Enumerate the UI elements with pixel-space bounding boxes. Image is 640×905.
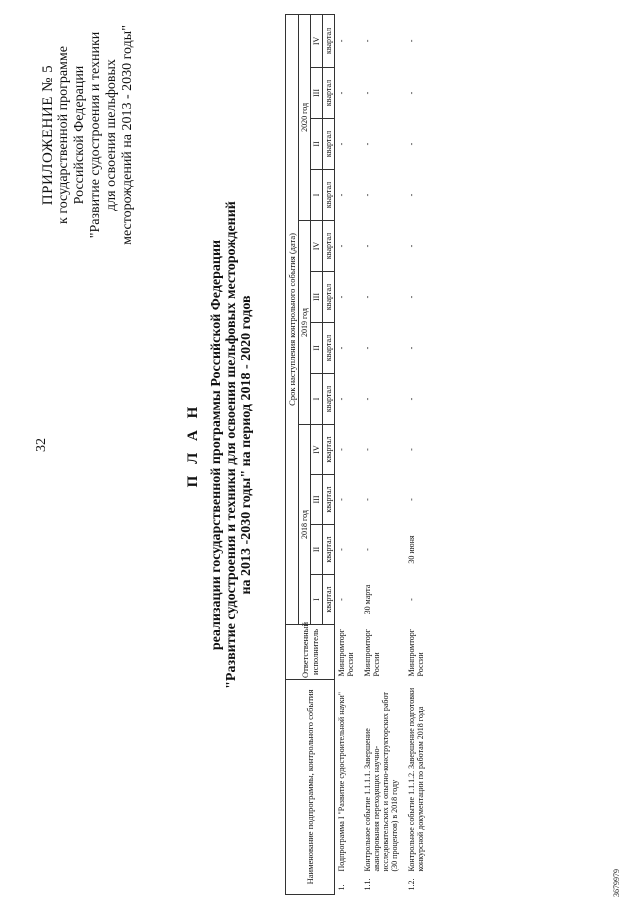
table-row [361,14,405,894]
header-executor: Ответственный исполнитель [286,625,335,680]
plan-title: П Л А Н [185,402,201,488]
quarter-word: квартал [323,14,335,67]
row-cell: - [337,142,346,146]
table-row [405,14,431,894]
quarter-word: квартал [323,475,335,525]
heading-line: реализации государственной программы Российской Федерации [209,239,224,651]
quarter-word: квартал [323,68,335,119]
header-year-2020: 2020 год [299,14,311,220]
row-executor: Минпромторг России [337,628,355,677]
quarter-word: квартал [323,374,335,425]
row-number: 1.1. [363,878,372,891]
quarter-word: квартал [323,170,335,221]
heading-line: на 2013 -2030 годы" на период 2018 - 2020 годов [239,295,254,595]
row-cell: 30 марта [363,584,372,615]
row-cell: - [407,91,416,95]
header-year-2019: 2019 год [299,221,311,425]
row-cell: - [363,91,372,95]
row-cell: - [337,346,346,350]
row-cell: - [407,193,416,197]
appendix-line: к государственной программе [56,46,71,224]
quarter-number: III [311,272,323,323]
row-cell: - [337,548,346,551]
page-number: 32 [34,438,49,452]
quarter-number: I [311,575,323,625]
row-cell: - [337,397,346,401]
quarter-word: квартал [323,425,335,475]
quarter-word: квартал [323,575,335,625]
row-cell: - [363,193,372,197]
row-cell: - [407,397,416,401]
quarter-number: IV [311,425,323,475]
row-cell: - [407,346,416,350]
document-code: 3679979 [612,869,621,897]
row-cell: - [363,397,372,401]
row-cell: - [337,448,346,451]
row-cell: - [363,498,372,501]
row-name: Контрольное событие 1.1.1.1. Завершение авансирования переходящих научно-исследовательских и опытно-конструкторских работ (30 процентов) в 2018 году [363,692,399,872]
quarter-number: II [311,323,323,374]
row-cell: - [337,193,346,197]
plan-heading [186,125,254,765]
row-cell: - [407,598,416,601]
quarter-word: квартал [323,221,335,272]
plan-table [285,14,431,895]
table-row [335,14,362,894]
header-term: Срок наступления контрольного события (дата) [286,14,299,624]
appendix-line: "Развитие судостроения и техники [88,31,103,239]
row-cell: - [407,142,416,146]
quarter-number: I [311,170,323,221]
quarter-word: квартал [323,525,335,575]
row-number: 1. [337,884,346,891]
row-name: Контрольное событие 1.1.1.2. Завершение подготовки конкурсной документации по работам 2018 года [407,687,425,872]
row-cell: - [363,295,372,299]
heading-line: "Развитие судостроения и техники для освоения шельфовых месторождений [224,201,239,689]
appendix-line: Российской Федерации [72,65,87,205]
row-cell: - [407,295,416,299]
quarter-number: IV [311,14,323,67]
row-cell: - [363,448,372,451]
row-cell: - [363,548,372,551]
row-cell: - [363,244,372,248]
row-name: Подпрограмма I "Развитие судостроительной науки" [337,691,346,872]
row-cell: - [337,498,346,501]
row-cell: - [363,39,372,43]
row-cell: - [407,39,416,43]
quarter-number: II [311,119,323,170]
quarter-word: квартал [323,119,335,170]
row-executor: Минпромторг России [363,628,381,677]
row-cell: 30 июня [407,535,416,564]
row-cell: - [363,142,372,146]
row-cell: - [337,295,346,299]
row-cell: - [337,39,346,43]
appendix-line: для освоения шельфовых [104,59,119,211]
row-cell: - [337,598,346,601]
quarter-number: III [311,475,323,525]
quarter-number: IV [311,221,323,272]
quarter-number: I [311,374,323,425]
row-cell: - [407,448,416,451]
quarter-number: II [311,525,323,575]
header-year-2018: 2018 год [299,425,311,625]
row-executor: Минпромторг России [407,628,425,677]
quarter-number: III [311,68,323,119]
quarter-word: квартал [323,323,335,374]
row-number: 1.2. [407,878,416,891]
row-cell: - [337,244,346,248]
row-cell: - [407,244,416,248]
appendix-title: ПРИЛОЖЕНИЕ № 5 [40,64,56,206]
quarter-word: квартал [323,272,335,323]
row-cell: - [363,346,372,350]
appendix-line: месторождений на 2013 - 2030 годы" [120,25,135,245]
row-cell: - [407,498,416,501]
appendix-block [40,10,136,260]
header-name: Наименование подпрограммы, контрольного события [286,680,335,895]
row-cell: - [337,91,346,95]
